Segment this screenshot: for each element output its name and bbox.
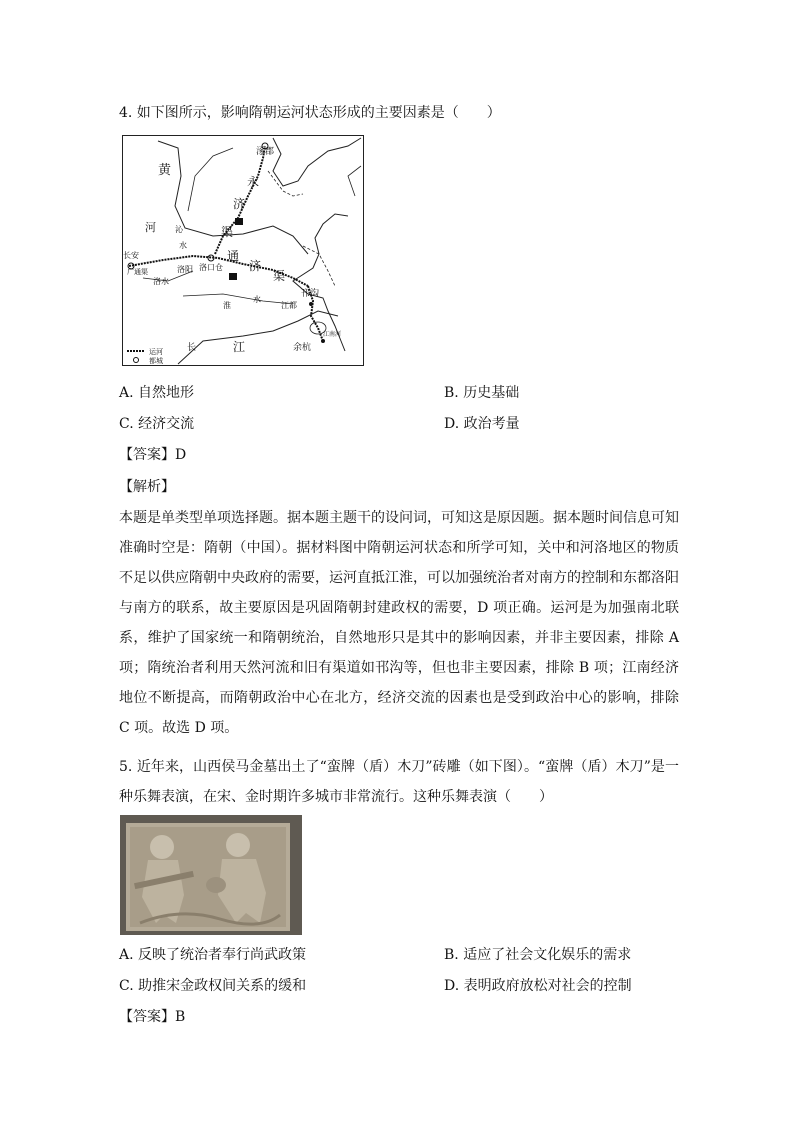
q5-option-d: D. 表明政府放松对社会的控制: [444, 978, 632, 994]
map-label-zhuojun: 涿郡: [256, 147, 275, 157]
q4-option-c: C. 经济交流: [119, 416, 195, 432]
map-label-hangou: 邗沟: [301, 289, 320, 299]
map-label-yong: 永: [247, 175, 260, 189]
map-label-huang: 黄: [158, 163, 172, 178]
q4-option-b: B. 历史基础: [444, 385, 520, 401]
map-label-luokoucang: 洛口仓: [199, 263, 223, 272]
map-label-qin-shui: 水: [179, 241, 187, 250]
q4-option-d: D. 政治考量: [444, 416, 520, 432]
map-label-jiangnanhe: 江南河: [323, 331, 342, 338]
map-label-ji2: 济: [249, 259, 262, 273]
map-label-guangtong: 广通渠: [127, 268, 148, 276]
map-label-luoshui: 洛水: [153, 277, 169, 286]
q5-stem: 5. 近年来，山西侯马金墓出土了“蛮牌（盾）木刀”砖雕（如下图）。“蛮牌（盾）木刀”是一种乐舞表演，在宋、金时期许多城市非常流行。这种乐舞表演（ ）: [119, 759, 679, 805]
map-label-huai: 淮: [223, 301, 231, 310]
map-label-changan: 长安: [123, 251, 139, 260]
map-label-he: 河: [145, 221, 156, 234]
q5-option-c: C. 助推宋金政权间关系的缓和: [119, 978, 307, 994]
map-label-huai-shui: 水: [253, 295, 261, 304]
map-label-jiangdu: 江都: [281, 301, 297, 310]
map-legend-canal: 运河: [149, 348, 163, 356]
map-label-jiang: 江: [233, 340, 246, 354]
map-label-ji1: 济: [233, 197, 246, 211]
q5-answer: 【答案】B: [119, 1009, 186, 1025]
map-label-qin: 沁: [175, 225, 183, 234]
q4-stem: 4. 如下图所示，影响隋朝运河状态形成的主要因素是（ ）: [119, 105, 501, 121]
brick-carving-photo: [120, 815, 302, 935]
q5-option-a: A. 反映了统治者奉行尚武政策: [119, 947, 307, 963]
q4-option-a: A. 自然地形: [119, 385, 195, 401]
map-label-yuhang: 余杭: [293, 343, 312, 353]
q5-option-b: B. 适应了社会文化娱乐的需求: [444, 947, 632, 963]
sui-canal-map: [122, 135, 364, 366]
map-label-qu2: 渠: [273, 269, 286, 283]
q4-answer: 【答案】D: [119, 447, 187, 463]
map-label-tong: 通: [227, 249, 240, 263]
map-label-luoyang: 洛阳: [177, 265, 193, 274]
map-label-chang: 长: [187, 343, 197, 353]
q4-analysis-text: 本题是单类型单项选择题。据本题主题干的设问词，可知这是原因题。据本题时间信息可知准确时空是：隋朝（中国）。据材料图中隋朝运河状态和所学可知，关中和河洛地区的物质不足以供应隋朝中央政府的需要，运河直抵江淮，可以加强统治者对南方的控制和东都洛阳与南方的联系，故主要原因是巩固隋朝封建政权的需要，D 项正确。运河是为加强南北联系，维护了国家统一和隋朝统治，自然地形只是其中的影响因素，并非主要因素，排除 A 项；隋统治者利用天然河流和旧有渠道如邗沟等，但也非主要因素，排除 B 项；江南经济地位不断提高，而隋朝政治中心在北方，经济交流的因素也是受到政治中心的影响，排除 C 项。故选 D 项。: [119, 510, 679, 736]
map-label-qu1: 渠: [221, 225, 234, 239]
map-legend-city: 都城: [149, 357, 163, 365]
q4-analysis-title: 【解析】: [119, 479, 175, 495]
